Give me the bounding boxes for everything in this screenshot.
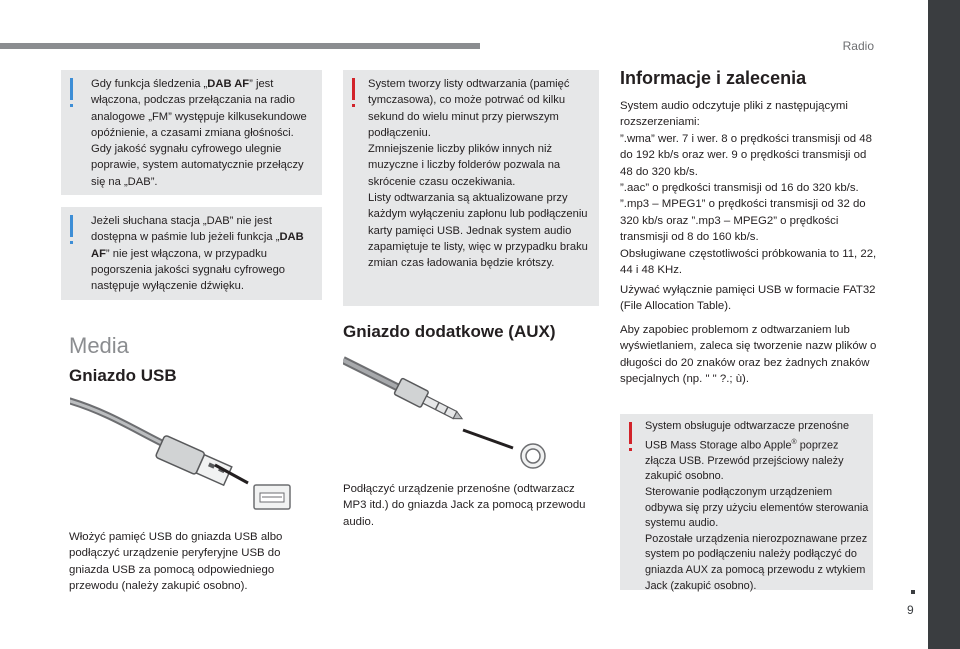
jack-plug-illustration — [343, 352, 553, 472]
warning-text: Zmniejszenie liczby plików innych niż muzyczne i liczby folderów pozwala na skrócenie czasu oczekiwania. — [368, 143, 561, 188]
formats-intro: System audio odczytuje pliki z następującymi rozszerzeniami: — [620, 100, 848, 129]
warning-icon — [352, 78, 355, 100]
format-wma: ”.wma” wer. 7 i wer. 8 o prędkości transmisji od 48 do 192 kb/s oraz wer. 9 o prędkości transmisji od 48 do 320 kb/s. — [620, 132, 872, 178]
sampling-rates: Obsługiwane częstotliwości próbkowania to 11, 22, 44 i 48 KHz. — [620, 247, 877, 277]
page-edge-tab — [928, 0, 960, 649]
warning-text: System obsługuje odtwarzacze przenośne USB Mass Storage albo Apple® poprzez złącza USB. Przewód przejściowy należy zakupić osobno. — [645, 420, 850, 483]
format-mp3: ”.mp3 – MPEG1” o prędkości transmisji od 32 do 320 kb/s oraz ”.mp3 – MPEG2” o prędkości transmisji od 8 do 160 kb/s. — [620, 198, 866, 244]
page-dot — [911, 590, 915, 594]
media-heading: Media — [69, 333, 129, 358]
page-number: 9 — [907, 603, 914, 617]
format-aac: ”.aac” o prędkości transmisji od 16 do 320 kb/s. — [620, 182, 859, 195]
warning-text: Sterowanie podłączonym urządzeniem odbywa się przy użyciu elementów sterowania systemu audio. — [645, 486, 869, 530]
supported-formats — [620, 98, 877, 278]
warning-icon — [629, 422, 632, 444]
note-text: Gdy jakość sygnału cyfrowego ulegnie poprawie, system automatycznie przełączy się na „DAB”. — [91, 143, 304, 188]
info-icon — [70, 78, 73, 100]
warning-text: System tworzy listy odtwarzania (pamięć tymczasowa), co może potrwać od kilku sekund do wielu minut przy pierwszym podłączeniu. — [368, 78, 570, 139]
warning-note-playlists — [343, 70, 599, 306]
section-title: Radio — [842, 39, 874, 53]
warning-text: Listy odtwarzania są aktualizowane przy każdym wyłączeniu zapłonu lub podłączeniu karty pamięci USB. Jednak system audio zapamiętuje te listy, więc w przypadku braku zmian czas ładowania będzie krótszy. — [368, 192, 588, 270]
aux-instructions: Podłączyć urządzenie przenośne (odtwarzacz MP3 itd.) do gniazda Jack za pomocą przewodu audio. — [343, 483, 586, 528]
usb-instructions: Włożyć pamięć USB do gniazda USB albo podłączyć urządzenie peryferyjne USB do gniazda USB za pomocą odpowiedniego przewodu (należy zakupić osobno). — [69, 531, 283, 593]
info-icon — [70, 215, 73, 237]
note-text: Gdy funkcja śledzenia „DAB AF” jest włączona, podczas przełączania na radio analogowe „FM” występuje kilkusekundowe opóźnienie, a czasami zmiana głośności. — [91, 78, 307, 139]
header-rule — [0, 43, 480, 49]
warning-note-usb-devices — [620, 414, 873, 590]
info-note-dab-af — [61, 70, 322, 195]
aux-heading: Gniazdo dodatkowe (AUX) — [343, 322, 556, 341]
filename-recommendation: Aby zapobiec problemom z odtwarzaniem lub wyświetlaniem, zaleca się tworzenie nazw plików o długości do 20 znaków oraz bez żadnych znaków specjalnych (np. " " ?.; ù). — [620, 324, 877, 386]
info-note-dab-unavailable — [61, 207, 322, 300]
warning-text: Pozostałe urządzenia nierozpoznawane przez system po podłączeniu należy podłączyć do gniazda AUX za pomocą przewodu z wtykiem Jack (zakupić osobno). — [645, 532, 868, 592]
info-heading: Informacje i zalecenia — [620, 68, 807, 88]
fat32-note: Używać wyłącznie pamięci USB w formacie FAT32 (File Allocation Table). — [620, 284, 876, 313]
usb-heading: Gniazdo USB — [69, 366, 177, 385]
usb-plug-illustration — [70, 395, 300, 515]
note-text: Jeżeli słuchana stacja „DAB” nie jest dostępna w paśmie lub jeżeli funkcja „DAB AF” nie jest włączona, w przypadku pogorszenia jakości sygnału cyfrowego następuje wyłączenie dźwięku. — [91, 215, 304, 293]
